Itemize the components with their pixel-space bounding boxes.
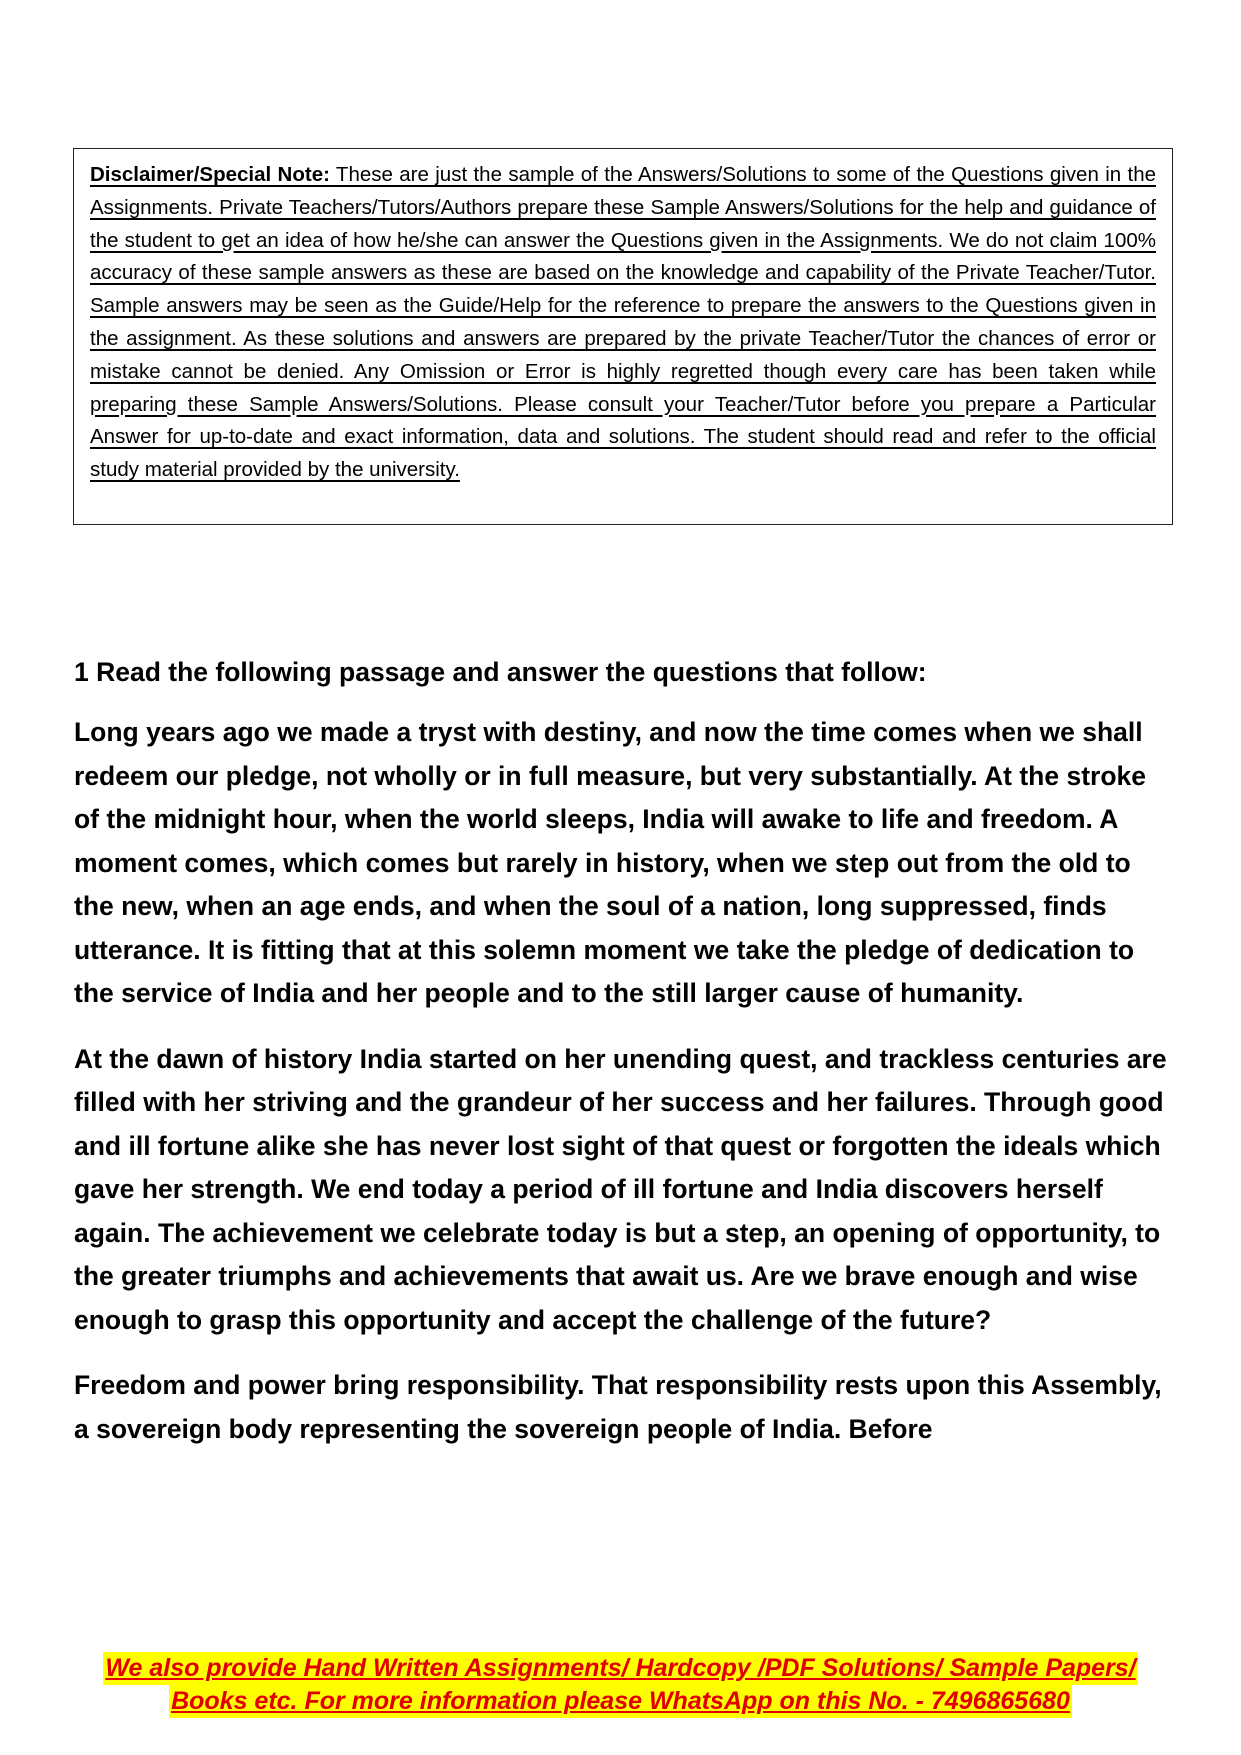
passage-paragraph-3: Freedom and power bring responsibility. That responsibility rests upon this Assembly, a sovereign body representing the sovereign people of India. Before <box>74 1370 1162 1444</box>
footer-line-1: We also provide Hand Written Assignments/ Hardcopy /PDF Solutions/ Sample Papers/ <box>103 1652 1137 1685</box>
disclaimer-body: These are just the sample of the Answers/Solutions to some of the Questions given in the Assignments. Private Teachers/Tutors/Authors prepare these Sample Answers/Solutions for the help and guidance of the student to get an idea of how he/she can answer the Questions given in the Assignments. We do not claim 100% accuracy of these sample answers as these are based on the knowledge and capability of the Private Teacher/Tutor. Sample answers may be seen as the Guide/Help for the reference to prepare the answers to the Questions given in the assignment. As these solutions and answers are prepared by the private Teacher/Tutor the chances of error or mistake cannot be denied. Any Omission or Error is highly regretted though every care has been taken while preparing these Sample Answers/Solutions. Please consult your Teacher/Tutor before you prepare a Particular Answer for up-to-date and exact information, data and solutions. The student should read and refer to the official study material provided by the university. <box>90 163 1157 482</box>
footer-line-2: Books etc. For more information please WhatsApp on this No. - 7496865680 <box>169 1685 1072 1718</box>
question-heading: 1 Read the following passage and answer the questions that follow: <box>74 657 927 687</box>
passage-paragraph-1: Long years ago we made a tryst with destiny, and now the time comes when we shall redeem our pledge, not wholly or in full measure, but very substantially. At the stroke of the midnight hour, when the world sleeps, India will awake to life and freedom. A moment comes, which comes but rarely in history, when we step out from the old to the new, when an age ends, and when the soul of a nation, long suppressed, finds utterance. It is fitting that at this solemn moment we take the pledge of dedication to the service of India and her people and to the still larger cause of humanity. <box>74 717 1146 1008</box>
disclaimer-text <box>90 159 1156 487</box>
footer-advertisement <box>0 1652 1241 1718</box>
question-content <box>74 652 1168 1473</box>
passage-paragraph-2: At the dawn of history India started on her unending quest, and trackless centuries are filled with her striving and the grandeur of her success and her failures. Through good and ill fortune alike she has never lost sight of that quest or forgotten the ideals which gave her strength. We end today a period of ill fortune and India discovers herself again. The achievement we celebrate today is but a step, an opening of opportunity, to the greater triumphs and achievements that await us. Are we brave enough and wise enough to grasp this opportunity and accept the challenge of the future? <box>74 1043 1167 1335</box>
disclaimer-box <box>73 148 1173 525</box>
disclaimer-lead: Disclaimer/Special Note: <box>90 163 330 186</box>
